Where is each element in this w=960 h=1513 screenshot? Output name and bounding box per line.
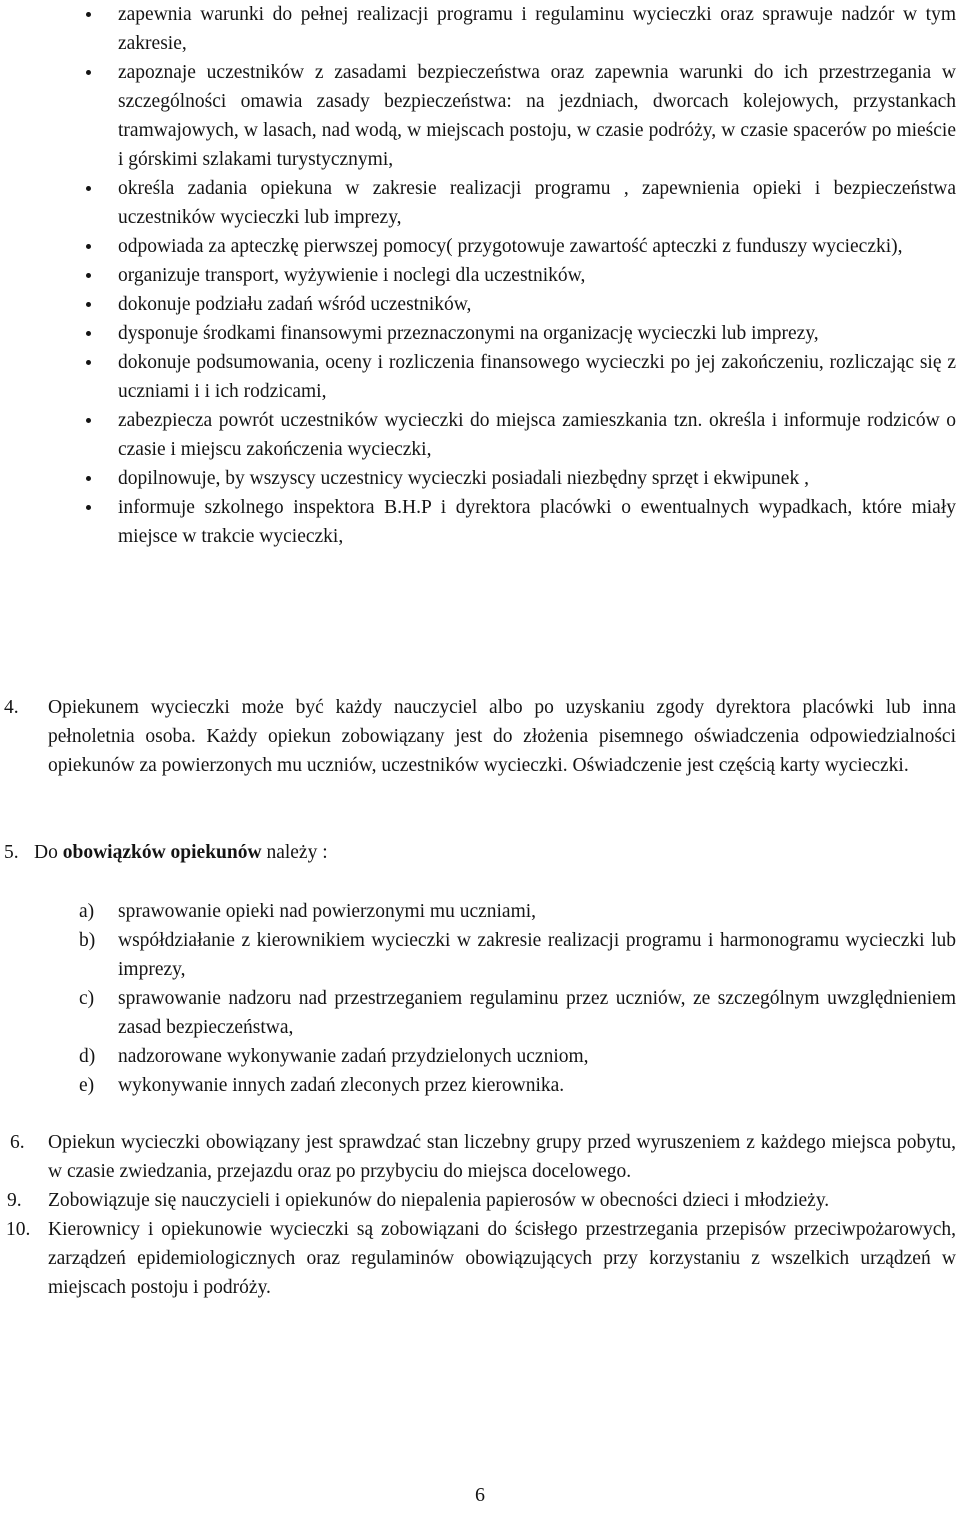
duty-text: sprawowanie opieki nad powierzonymi mu uczniami,: [118, 901, 537, 922]
bullet-icon: [86, 476, 91, 481]
duty-text: sprawowanie nadzoru nad przestrzeganiem regulaminu przez uczniów, ze szczególnym uwzględnieniem zasad bezpieczeństwa,: [118, 988, 956, 1038]
duties-list: [0, 897, 960, 1100]
numbered-item-10: [0, 1215, 960, 1302]
bullet-item: określa zadania opiekuna w zakresie realizacji programu , zapewnienia opieki i bezpieczeństwa uczestników wycieczki lub imprezy,: [0, 174, 960, 232]
bullet-item: informuje szkolnego inspektora B.H.P i dyrektora placówki o ewentualnych wypadkach, które miały miejsce w trakcie wycieczki,: [0, 493, 960, 551]
duty-item: [0, 1042, 960, 1071]
duty-item: [0, 984, 960, 1042]
bullet-item: dokonuje podziału zadań wśród uczestników,: [0, 290, 960, 319]
bullet-list: [0, 0, 960, 551]
bullet-icon: [86, 70, 91, 75]
bullet-item: dopilnowuje, by wszyscy uczestnicy wycieczki posiadali niezbędny sprzęt i ekwipunek ,: [0, 464, 960, 493]
bullet-item: dokonuje podsumowania, oceny i rozliczenia finansowego wycieczki po jej zakończeniu, rozliczając się z uczniami i i ich rodzicami,: [0, 348, 960, 406]
numbered-item-4: [0, 693, 960, 780]
bullet-icon: [86, 505, 91, 510]
duty-text: współdziałanie z kierownikiem wycieczki w zakresie realizacji programu i harmonogramu wycieczki lub imprezy,: [118, 930, 956, 980]
numbered-item-6: [0, 1128, 960, 1186]
bullet-item: odpowiada za apteczkę pierwszej pomocy( przygotowuje zawartość apteczki z funduszy wycieczki),: [0, 232, 960, 261]
item-number: 4.: [4, 697, 19, 718]
bullet-icon: [86, 302, 91, 307]
duty-letter: d): [79, 1046, 96, 1067]
duty-letter: e): [79, 1075, 95, 1096]
numbered-item-5: [0, 838, 960, 867]
bullet-item: organizuje transport, wyżywienie i noclegi dla uczestników,: [0, 261, 960, 290]
bullet-icon: [86, 12, 91, 17]
duty-letter: c): [79, 988, 95, 1009]
item-number: 10.: [6, 1219, 31, 1240]
duty-letter: b): [79, 930, 96, 951]
page-number: 6: [475, 1484, 485, 1506]
bullet-item: dysponuje środkami finansowymi przeznaczonymi na organizację wycieczki lub imprezy,: [0, 319, 960, 348]
duty-item: [0, 1071, 960, 1100]
item-text-bold: obowiązków opiekunów: [62, 842, 262, 863]
item-number: 9.: [7, 1190, 22, 1211]
item-text: Kierownicy i opiekunowie wycieczki są zobowiązani do ścisłego przestrzegania przepisów przeciwpożarowych, zarządzeń epidemiologicznych oraz regulaminów obowiązujących przy korzystaniu z wszelkich urządzeń w miejscach postoju i podróży.: [48, 1219, 956, 1298]
item-number: 6.: [10, 1132, 25, 1153]
bullet-item: zabezpiecza powrót uczestników wycieczki do miejsca zamieszkania tzn. określa i informuje rodziców o czasie i miejscu zakończenia wycieczki,: [0, 406, 960, 464]
item-text: Zobowiązuje się nauczycieli i opiekunów do niepalenia papierosów w obecności dzieci i młodzieży.: [48, 1190, 830, 1211]
bullet-icon: [86, 360, 91, 365]
bullet-item: zapewnia warunki do pełnej realizacji programu i regulaminu wycieczki oraz sprawuje nadzór w tym zakresie,: [0, 0, 960, 58]
bullet-icon: [86, 244, 91, 249]
final-items-list: [0, 1128, 960, 1302]
duty-item: [0, 897, 960, 926]
numbered-item-9: [0, 1186, 960, 1215]
duty-text: nadzorowane wykonywanie zadań przydzielonych uczniom,: [118, 1046, 589, 1067]
bullet-icon: [86, 273, 91, 278]
duty-item: [0, 926, 960, 984]
item-text: Opiekun wycieczki obowiązany jest sprawdzać stan liczebny grupy przed wyruszeniem z każdego miejsca pobytu, w czasie zwiedzania, przejazdu oraz po przybyciu do miejsca docelowego.: [48, 1132, 956, 1182]
bullet-item: zapoznaje uczestników z zasadami bezpieczeństwa oraz zapewnia warunki do ich przestrzegania w szczególności omawia zasady bezpieczeństwa: na jezdniach, dworcach kolejowych, przystankach tramwajowych, w lasach, nad wodą, w miejscach postoju, w czasie podróży, w czasie spacerów po mieście i górskimi szlakami turystycznymi,: [0, 58, 960, 174]
item-text-prefix: Do: [34, 842, 63, 863]
bullet-icon: [86, 418, 91, 423]
item-number: 5.: [4, 842, 19, 863]
duty-text: wykonywanie innych zadań zleconych przez kierownika.: [118, 1075, 565, 1096]
item-text-suffix: należy :: [261, 842, 328, 863]
item-text: Opiekunem wycieczki może być każdy nauczyciel albo po uzyskaniu zgody dyrektora placówki lub inna pełnoletnia osoba. Każdy opiekun zobowiązany jest do złożenia pisemnego oświadczenia odpowiedzialności opiekunów za powierzonych mu uczniów, uczestników wycieczki. Oświadczenie jest częścią karty wycieczki.: [48, 697, 956, 776]
bullet-icon: [86, 331, 91, 336]
duty-letter: a): [79, 901, 95, 922]
bullet-icon: [86, 186, 91, 191]
